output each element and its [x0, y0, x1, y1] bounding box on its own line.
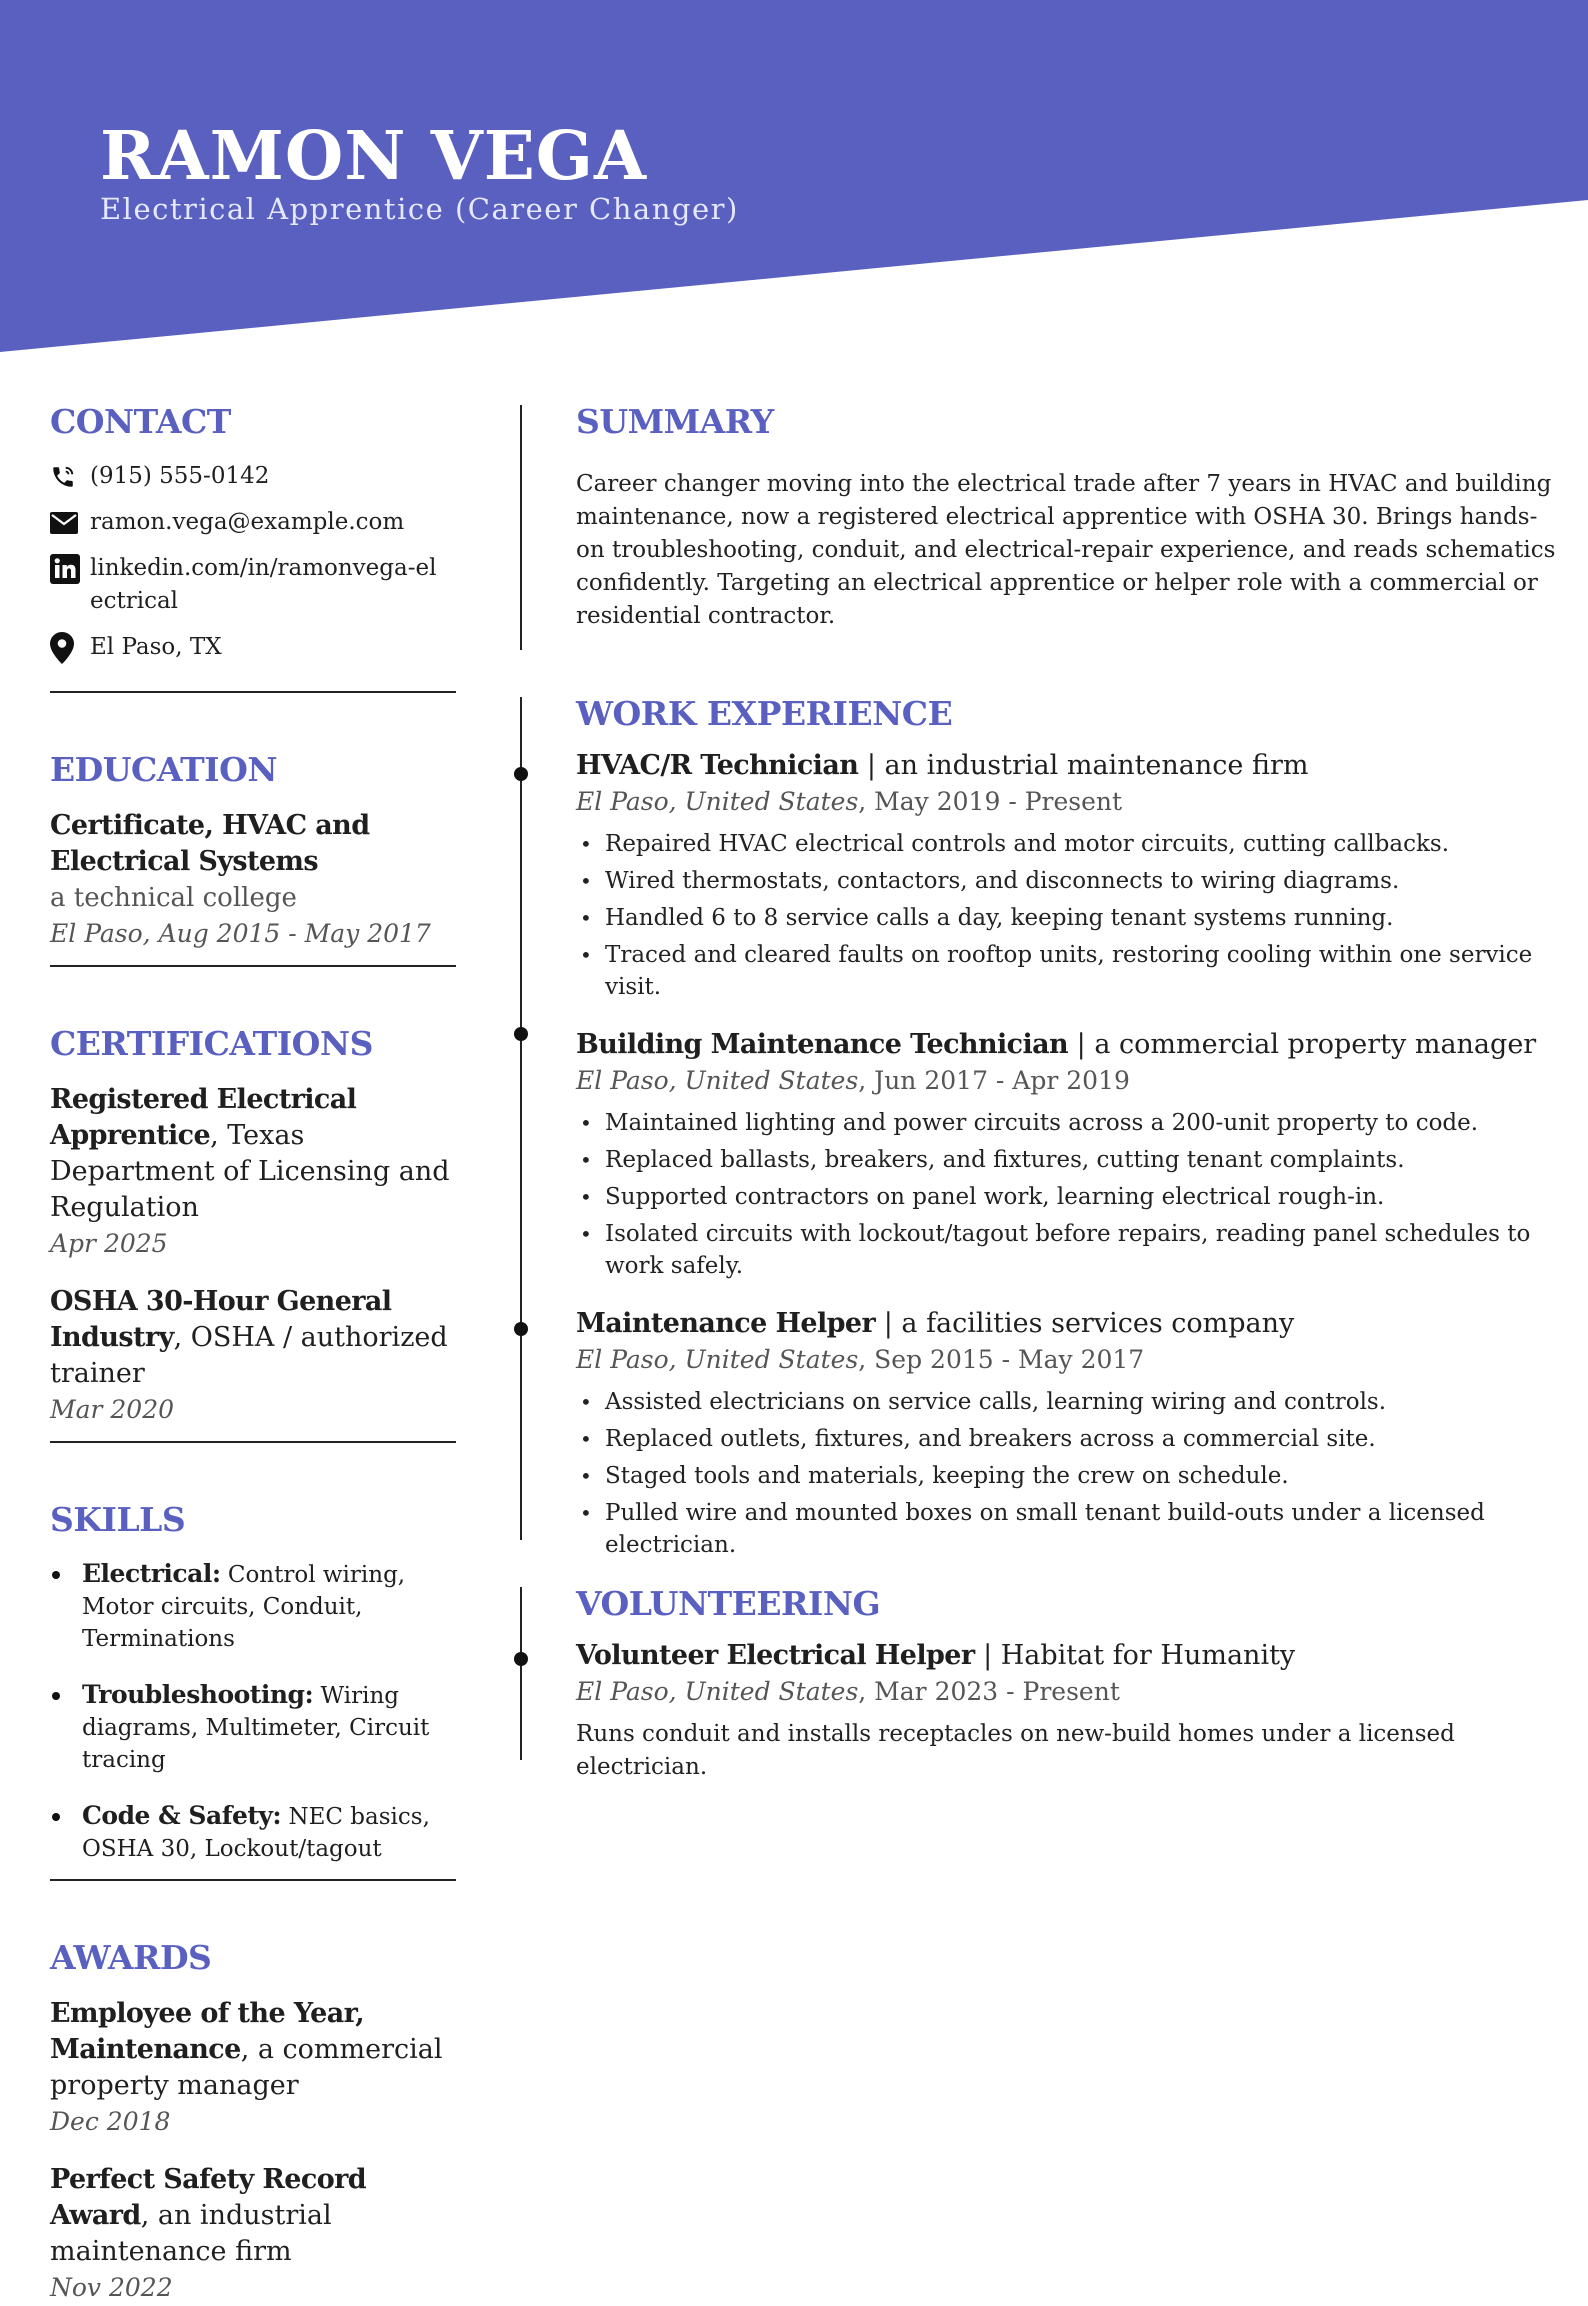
linkedin-text[interactable]: linkedin.com/in/ramonvega-electrical [90, 555, 437, 614]
job-dates: , Sep 2015 - May 2017 [858, 1345, 1145, 1374]
award-entry [50, 2162, 456, 2306]
bullet-item: • Assisted electricians on service calls, learning wiring and controls. [576, 1386, 1556, 1418]
certifications-section [50, 1024, 456, 1443]
skill-label: Electrical: [82, 1559, 221, 1588]
education-heading: EDUCATION [50, 750, 278, 789]
volunteering-heading: VOLUNTEERING [576, 1584, 881, 1623]
award-name: Employee of the Year, Maintenance [50, 1998, 365, 2065]
education-section [50, 750, 456, 967]
award-date: Nov 2022 [50, 2273, 173, 2302]
certification-name: Registered Electrical Apprentice [50, 1084, 357, 1151]
contact-heading: CONTACT [50, 402, 231, 441]
contact-section [50, 402, 456, 693]
volunteer-location: El Paso, United States [576, 1677, 859, 1706]
bullet-item: • Handled 6 to 8 service calls a day, keeping tenant systems running. [576, 902, 1556, 934]
education-entry [50, 808, 456, 952]
sidebar [50, 402, 456, 2306]
envelope-icon [50, 506, 90, 539]
bullet-item: • Supported contractors on panel work, learning electrical rough-in. [576, 1181, 1556, 1213]
contact-email [50, 506, 456, 539]
volunteer-description: Runs conduit and installs receptacles on new-build homes under a licensed electrician. [576, 1721, 1455, 1780]
job-entry [576, 1306, 1556, 1561]
job-company: | a facilities services company [875, 1308, 1295, 1339]
job-entry [576, 748, 1556, 1003]
location-text: El Paso, TX [90, 634, 222, 660]
contact-location [50, 631, 456, 664]
bullet-item: • Replaced outlets, fixtures, and breakers across a commercial site. [576, 1423, 1556, 1455]
bullet-item: • Staged tools and materials, keeping the crew on schedule. [576, 1460, 1556, 1492]
skills-list [50, 1558, 456, 1865]
certification-date: Apr 2025 [50, 1229, 168, 1258]
skills-heading: SKILLS [50, 1500, 186, 1539]
awards-heading: AWARDS [50, 1938, 212, 1977]
job-company: | an industrial maintenance firm [858, 750, 1309, 781]
job-company: | a commercial property manager [1068, 1029, 1537, 1060]
timeline-dot [514, 1322, 528, 1336]
bullet-item: • Replaced ballasts, breakers, and fixtures, cutting tenant complaints. [576, 1144, 1556, 1176]
certification-entry [50, 1284, 456, 1428]
job-bullets [576, 1386, 1556, 1561]
linkedin-icon [50, 552, 90, 585]
job-title: HVAC/R Technician [576, 750, 859, 781]
bullet-item: • Pulled wire and mounted boxes on small tenant build-outs under a licensed electrician. [576, 1497, 1556, 1561]
volunteer-dates: , Mar 2023 - Present [858, 1677, 1120, 1706]
bullet-item: • Maintained lighting and power circuits across a 200-unit property to code. [576, 1107, 1556, 1139]
map-pin-icon [50, 631, 90, 664]
timeline-dot [514, 767, 528, 781]
skill-item [50, 1679, 456, 1776]
timeline-dot [514, 1027, 528, 1041]
certification-date: Mar 2020 [50, 1395, 175, 1424]
job-bullets [576, 1107, 1556, 1282]
volunteer-org: | Habitat for Humanity [974, 1640, 1296, 1671]
bullet-item: • Isolated circuits with lockout/tagout before repairs, reading panel schedules to work safely. [576, 1218, 1556, 1282]
summary-section [576, 402, 1556, 633]
skill-item [50, 1558, 456, 1655]
job-location: El Paso, United States [576, 1345, 859, 1374]
job-location: El Paso, United States [576, 1066, 859, 1095]
education-date: El Paso, Aug 2015 - May 2017 [50, 919, 431, 948]
awards-section [50, 1938, 456, 2306]
job-title: Maintenance Helper [576, 1308, 876, 1339]
job-dates: , Jun 2017 - Apr 2019 [858, 1066, 1130, 1095]
job-entry [576, 1027, 1556, 1282]
education-degree: Certificate, HVAC and Electrical Systems [50, 810, 370, 877]
education-school: a technical college [50, 883, 297, 913]
experience-timeline-line [520, 697, 522, 1540]
experience-heading: WORK EXPERIENCE [576, 694, 953, 733]
skill-label: Troubleshooting: [82, 1680, 314, 1709]
skills-section [50, 1500, 456, 1881]
volunteering-section [576, 1584, 1556, 1784]
volunteer-entry [576, 1638, 1556, 1784]
certification-entry [50, 1082, 456, 1262]
skill-value: Wiring diagrams, Multimeter, Circuit tracing [82, 1683, 430, 1773]
job-bullets [576, 828, 1556, 1003]
timeline-dot [514, 1652, 528, 1666]
volunteering-timeline-line [520, 1587, 522, 1760]
award-issuer: , an industrial maintenance firm [50, 2200, 332, 2267]
job-location: El Paso, United States [576, 787, 859, 816]
skill-label: Code & Safety: [82, 1801, 282, 1830]
email-text[interactable]: ramon.vega@example.com [90, 509, 405, 535]
experience-section [576, 694, 1556, 1566]
skill-item [50, 1800, 456, 1865]
award-date: Dec 2018 [50, 2107, 171, 2136]
award-entry [50, 1996, 456, 2140]
certification-issuer: , Texas Department of Licensing and Regulation [50, 1120, 450, 1223]
bullet-item: • Traced and cleared faults on rooftop units, restoring cooling within one service visit. [576, 939, 1556, 1003]
skill-value: Control wiring, Motor circuits, Conduit, Terminations [82, 1562, 406, 1652]
summary-divider-line [520, 405, 522, 650]
candidate-name: RAMON VEGA [100, 116, 648, 195]
certification-issuer: , OSHA / authorized trainer [50, 1322, 448, 1389]
award-name: Perfect Safety Record Award [50, 2164, 367, 2231]
contact-linkedin [50, 552, 456, 618]
award-issuer: , a commercial property manager [50, 2034, 443, 2101]
job-title: Building Maintenance Technician [576, 1029, 1069, 1060]
certifications-heading: CERTIFICATIONS [50, 1024, 373, 1063]
phone-icon [50, 460, 90, 493]
contact-phone [50, 460, 456, 493]
phone-text: (915) 555-0142 [90, 463, 270, 489]
bullet-item: • Repaired HVAC electrical controls and motor circuits, cutting callbacks. [576, 828, 1556, 860]
job-dates: , May 2019 - Present [858, 787, 1123, 816]
certification-name: OSHA 30-Hour General Industry [50, 1286, 392, 1353]
bullet-item: • Wired thermostats, contactors, and disconnects to wiring diagrams. [576, 865, 1556, 897]
summary-text: Career changer moving into the electrical trade after 7 years in HVAC and building maintenance, now a registered electrical apprentice with OSHA 30. Brings hands-on troubleshooting, conduit, and electrical-repair experience, and reads schematics confidently. Targeting an electrical apprentice or helper role with a commercial or residential contractor. [576, 471, 1556, 629]
candidate-title: Electrical Apprentice (Career Changer) [100, 192, 739, 226]
summary-heading: SUMMARY [576, 402, 774, 441]
volunteer-title: Volunteer Electrical Helper [576, 1640, 975, 1671]
skill-value: NEC basics, OSHA 30, Lockout/tagout [82, 1804, 430, 1862]
